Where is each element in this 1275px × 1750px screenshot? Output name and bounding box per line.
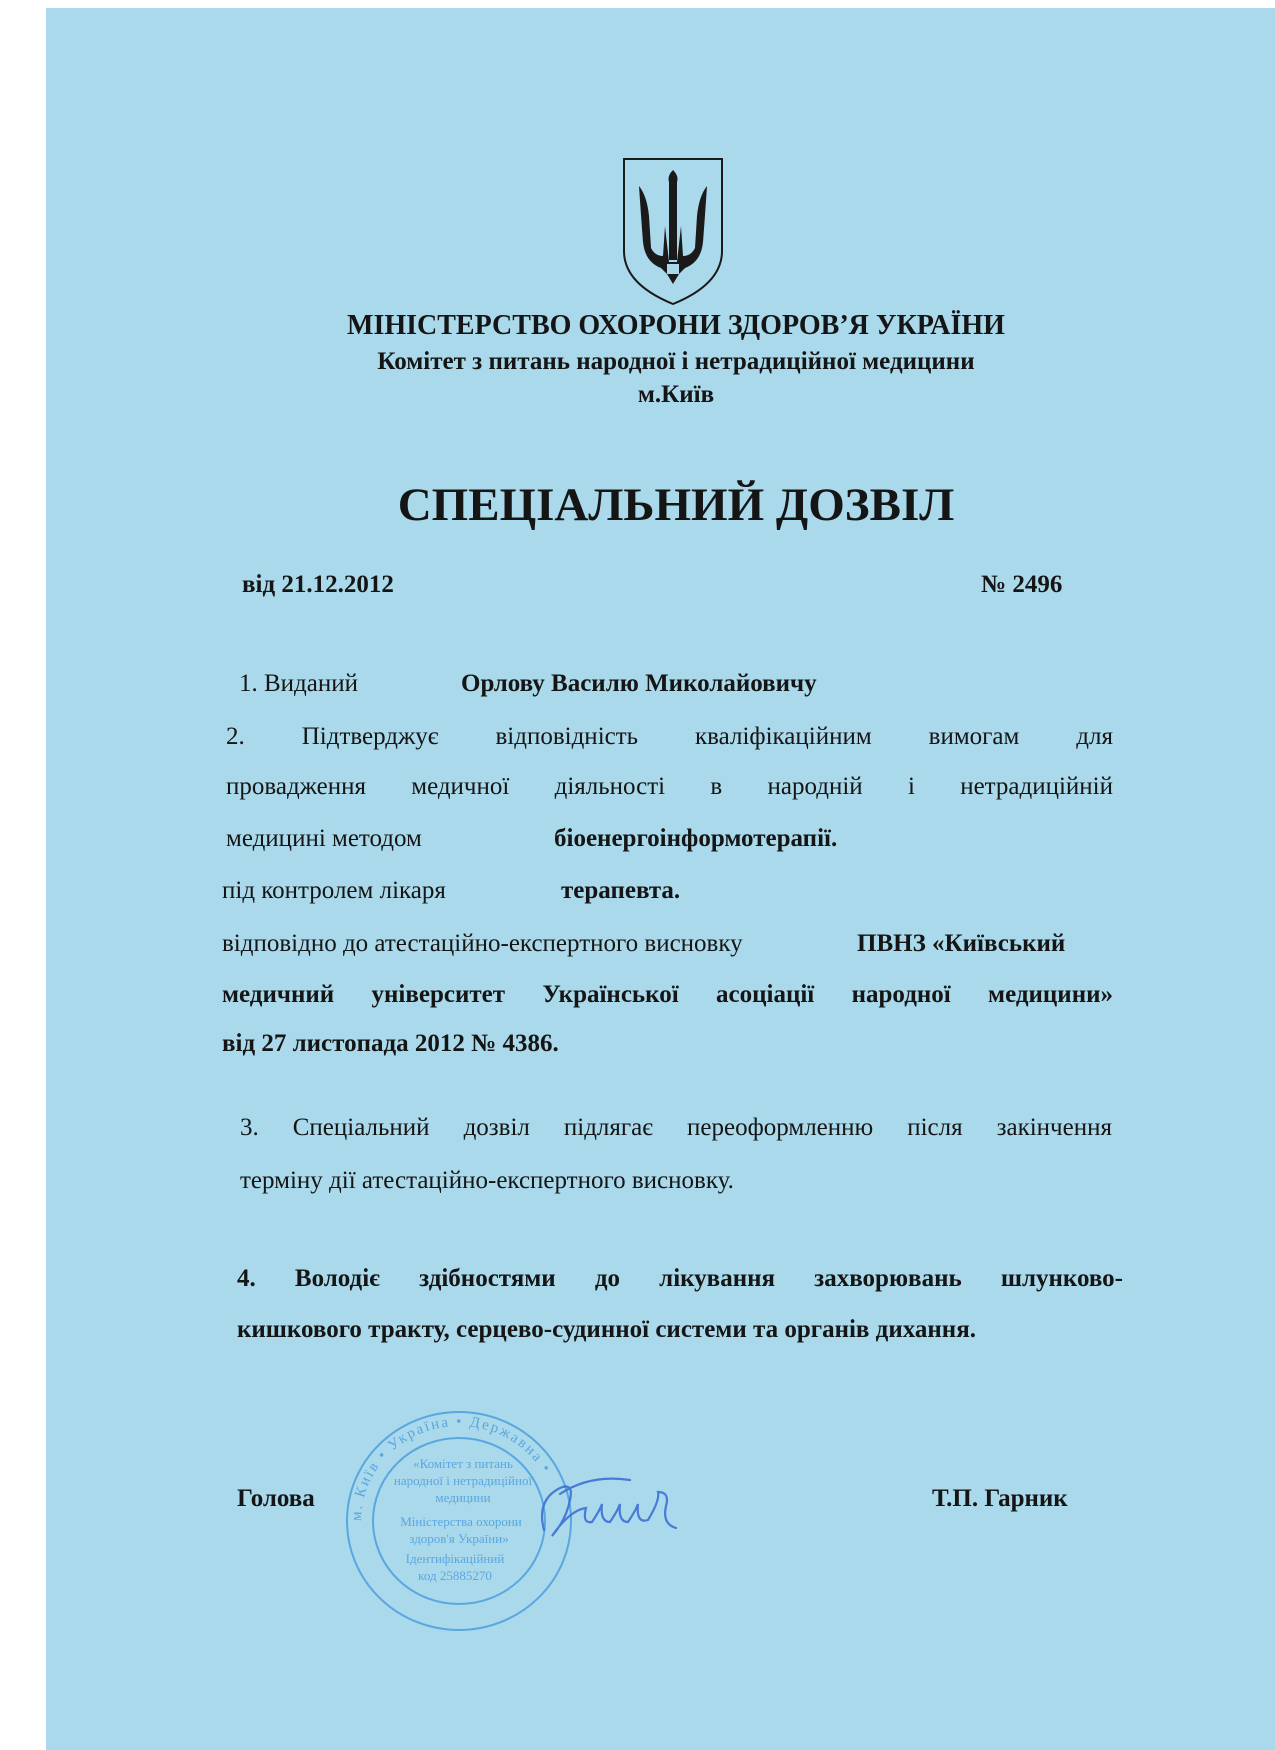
- treatment-method: біоенергоінформотерапії.: [554, 825, 838, 852]
- basis-label: відповідно до атестаційно-експертного висновку: [222, 930, 743, 957]
- stamp-inner-line: народної і нетрадиційної: [393, 1473, 533, 1488]
- committee-heading: Комітет з питань народної і нетрадиційної медицини: [377, 348, 975, 375]
- stamp-inner-line: код 25885270: [418, 1568, 492, 1583]
- trident-coat-of-arms-icon: [621, 156, 725, 308]
- stamp-inner-line: Міністерства охорони: [400, 1514, 522, 1529]
- ministry-heading: МІНІСТЕРСТВО ОХОРОНИ ЗДОРОВ’Я УКРАЇНИ: [347, 310, 1005, 341]
- stamp-inner-line: Ідентифікаційний: [405, 1551, 505, 1566]
- stamp-inner-line: здоров'я України»: [409, 1531, 509, 1546]
- method-label: медицині методом: [226, 825, 422, 852]
- basis-organization-part2: медичний університет Української асоціації народної медицини»: [222, 981, 1113, 1008]
- document-number: № 2496: [981, 571, 1063, 598]
- item4-line2: кишкового тракту, серцево-судинної системи та органів дихання.: [237, 1316, 976, 1343]
- permit-holder-name: Орлову Василю Миколайовичу: [461, 670, 817, 697]
- document-title: СПЕЦІАЛЬНИЙ ДОЗВІЛ: [397, 479, 955, 531]
- stamp-inner-line: «Комітет з питань: [413, 1456, 513, 1471]
- stamp-inner-line: медицини: [435, 1490, 491, 1505]
- item1-label: 1. Виданий: [239, 670, 359, 697]
- item4-line1: 4. Володіє здібностями до лікування захворювань шлунково-: [237, 1265, 1123, 1292]
- item3-line1: 3. Спеціальний дозвіл підлягає переоформленню після закінчення: [240, 1114, 1112, 1141]
- city-heading: м.Київ: [637, 381, 715, 408]
- signatory-position: Голова: [237, 1485, 315, 1512]
- document-page: [46, 8, 1275, 1750]
- item2-line1: 2. Підтверджує відповідність кваліфікаційним вимогам для: [226, 723, 1113, 750]
- item3-line2: терміну дії атестаційно-експертного висновку.: [240, 1167, 734, 1194]
- document-date: від 21.12.2012: [242, 571, 394, 598]
- stamp-outer-text: м. Київ • Україна • Державна •: [348, 1413, 555, 1522]
- control-label: під контролем лікаря: [222, 877, 446, 904]
- supervising-doctor: терапевта.: [561, 877, 681, 904]
- basis-organization-part1: ПВНЗ «Київський: [857, 930, 1066, 957]
- signatory-name: Т.П. Гарник: [932, 1485, 1068, 1512]
- basis-conclusion-date: від 27 листопада 2012 № 4386.: [222, 1030, 559, 1057]
- handwritten-signature: [530, 1470, 700, 1550]
- item2-line2: провадження медичної діяльності в народній і нетрадиційній: [226, 773, 1113, 800]
